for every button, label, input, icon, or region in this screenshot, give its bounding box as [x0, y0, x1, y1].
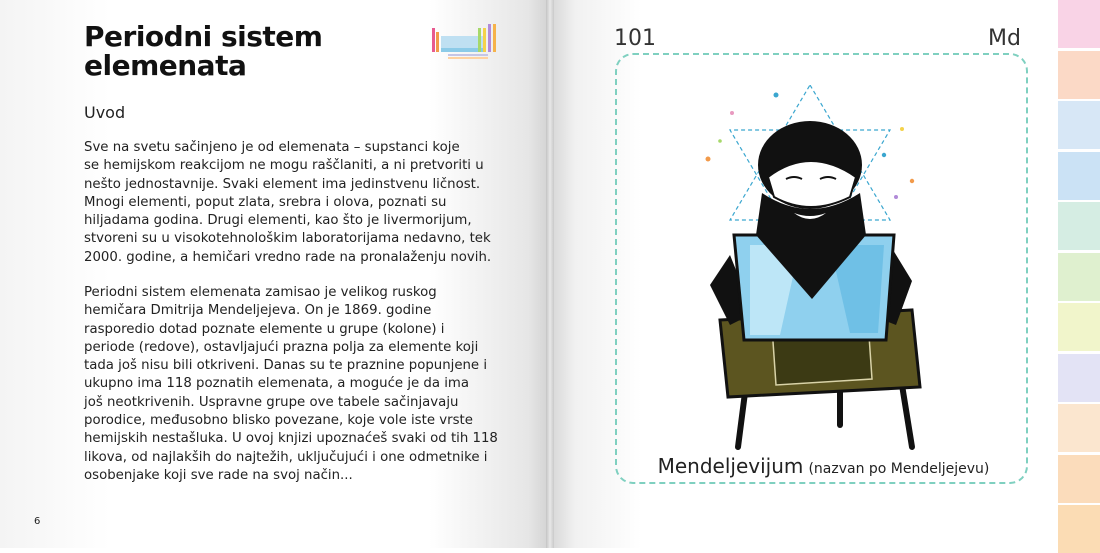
page-number: 6	[34, 516, 41, 527]
side-color-tab	[1058, 253, 1100, 301]
side-color-tab	[1058, 0, 1100, 48]
paragraph-line: stvoreni su u visokotehnološkim laboratorijama nedavno, tek	[84, 231, 491, 247]
side-color-tab	[1058, 51, 1100, 99]
paragraph-line: porodice, međusobno blisko povezane, koje vole iste vrste	[84, 413, 473, 429]
paragraph-line: hemičara Dmitrija Mendeljejeva. On je 1869. godine	[84, 303, 432, 319]
page-title	[84, 22, 322, 80]
paragraph-line: hemijskih nestašluka. U ovoj knjizi upoznaćeš svaki od tih 118	[84, 431, 498, 447]
paragraph-line: hiljadama godina. Drugi elementi, kao što je livermorijum,	[84, 213, 472, 229]
paragraph-line: osobenjake koji sve rade na svoj način...	[84, 467, 353, 483]
side-color-tab	[1058, 455, 1100, 503]
paragraph-line: nešto jednostavnije. Svaki element ima jedinstvenu ličnost.	[84, 176, 481, 192]
side-color-tabs	[1058, 0, 1100, 548]
book-gutter	[546, 0, 554, 548]
side-color-tab	[1058, 505, 1100, 553]
element-name: Mendeljevijum	[657, 454, 804, 478]
mendelevium-character-illustration	[690, 85, 930, 455]
paragraph-line: 2000. godine, a hemičari vredno rade na pronalaženju novih.	[84, 249, 492, 265]
history-paragraph	[84, 284, 504, 485]
paragraph-line: Periodni sistem elemenata zamisao je velikog ruskog	[84, 285, 437, 300]
side-color-tab	[1058, 354, 1100, 402]
side-color-tab	[1058, 404, 1100, 452]
section-subtitle: Uvod	[84, 103, 126, 122]
element-name-note: (nazvan po Mendeljejevu)	[808, 461, 990, 477]
paragraph-line: ukupno ima 118 poznatih elemenata, a moguće je da ima	[84, 376, 470, 392]
paragraph-line: još neotkrivenih. Uspravne grupe ove tabele sačinjavaju	[84, 394, 459, 410]
paragraph-line: tada još nisu bili otkriveni. Danas su te praznine popunjene i	[84, 358, 488, 374]
side-color-tab	[1058, 303, 1100, 351]
paragraph-line: Mnogi elementi, poput zlata, srebra i olova, poznati su	[84, 194, 447, 210]
title-line: elemenata	[84, 49, 247, 82]
intro-paragraph	[84, 139, 504, 267]
mini-periodic-table-icon	[432, 24, 500, 60]
paragraph-line: se hemijskom reakcijom ne mogu raščlaniti, a ni pretvoriti u	[84, 158, 484, 174]
paragraph-line: Sve na svetu sačinjeno je od elemenata – supstanci koje	[84, 140, 460, 155]
paragraph-line: rasporedio dotad poznate elemente u grupe (kolone) i	[84, 321, 445, 337]
title-line: Periodni sistem	[84, 20, 323, 53]
element-symbol: Md	[988, 26, 1021, 51]
element-name-caption	[622, 454, 1025, 478]
side-color-tab	[1058, 152, 1100, 200]
paragraph-line: periode (redove), ostavljajući prazna polja za elemente koji	[84, 339, 479, 355]
paragraph-line: likova, od najlakših do najtežih, uključujući i one odmetnike i	[84, 449, 488, 465]
side-color-tab	[1058, 202, 1100, 250]
side-color-tab	[1058, 101, 1100, 149]
atomic-number: 101	[614, 26, 656, 51]
